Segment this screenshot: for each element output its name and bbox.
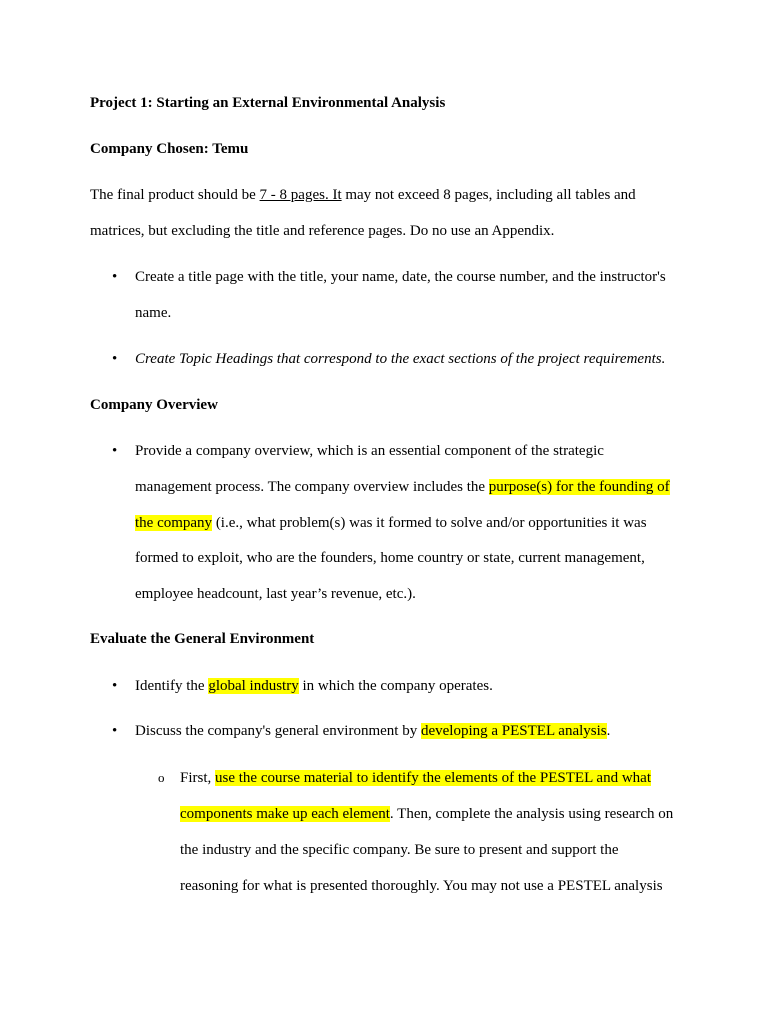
item-text: Discuss the company's general environment by	[135, 723, 421, 739]
overview-line-5: employee headcount, last year’s revenue, etc.).	[135, 586, 416, 602]
pestel-subitem-line-2	[180, 805, 673, 823]
overview-line-1: Provide a company overview, which is an essential component of the strategic	[135, 443, 604, 459]
overview-line-3	[135, 514, 647, 532]
pestel-subitem-line-1	[180, 769, 651, 787]
bullet-icon: •	[112, 269, 118, 285]
global-industry-item	[135, 677, 493, 695]
highlighted-text: the company	[135, 515, 213, 531]
company-overview-heading: Company Overview	[90, 397, 218, 413]
pestel-subitem-line-4: reasoning for what is presented thoroughly. You may not use a PESTEL analysis	[180, 878, 663, 894]
title-page-requirement-line-2: name.	[135, 305, 172, 321]
bullet-icon: •	[112, 723, 118, 739]
pestel-item	[135, 722, 610, 740]
highlighted-text: developing a PESTEL analysis	[420, 723, 607, 739]
overview-text: (i.e., what problem(s) was it formed to solve and/or opportunities it was	[212, 515, 647, 531]
topic-headings-requirement: Create Topic Headings that correspond to the exact sections of the project requirements.	[135, 351, 666, 367]
item-text: First,	[180, 770, 216, 786]
intro-line-1	[90, 186, 636, 204]
item-text: Identify the	[135, 678, 209, 694]
highlighted-text: use the course material to identify the elements of the PESTEL and what	[215, 770, 651, 786]
pestel-subitem-line-3: the industry and the specific company. Be sure to present and support the	[180, 842, 619, 858]
highlighted-text: components make up each element	[180, 806, 390, 822]
highlighted-text: purpose(s) for the founding of	[488, 479, 670, 495]
overview-line-4: formed to exploit, who are the founders, home country or state, current management,	[135, 550, 645, 566]
general-environment-heading: Evaluate the General Environment	[90, 631, 315, 647]
highlighted-text: global industry	[208, 678, 299, 694]
title-page-requirement-line-1: Create a title page with the title, your name, date, the course number, and the instructor's	[135, 269, 666, 285]
bullet-icon: •	[112, 443, 118, 459]
page-count-requirement: 7 - 8 pages. It	[259, 187, 342, 203]
intro-text: The final product should be	[90, 187, 260, 203]
item-text: . Then, complete the analysis using research on	[389, 806, 674, 822]
company-chosen: Company Chosen: Temu	[90, 141, 249, 157]
intro-text: may not exceed 8 pages, including all tables and	[341, 187, 636, 203]
bullet-icon: •	[112, 351, 118, 367]
intro-line-2: matrices, but excluding the title and reference pages. Do no use an Appendix.	[90, 223, 555, 239]
overview-line-2	[135, 478, 670, 496]
document-title: Project 1: Starting an External Environmental Analysis	[90, 95, 446, 111]
bullet-icon: •	[112, 678, 118, 694]
overview-text: management process. The company overview includes the	[135, 479, 489, 495]
item-text: in which the company operates.	[298, 678, 493, 694]
sub-bullet-icon: o	[158, 770, 165, 785]
item-text: .	[606, 723, 611, 739]
